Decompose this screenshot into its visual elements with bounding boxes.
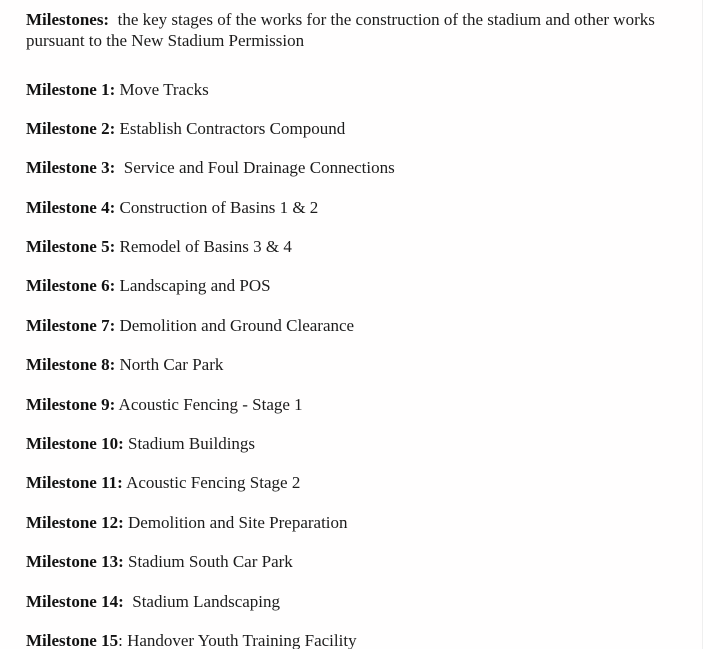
- milestone-label: Milestone 10:: [26, 434, 124, 454]
- milestone-text: Landscaping and POS: [119, 276, 271, 296]
- intro-text-line-2: pursuant to the New Stadium Permission: [26, 31, 305, 50]
- milestone-line: [26, 355, 703, 374]
- milestone-line: [26, 513, 703, 532]
- milestone-line: [26, 434, 703, 453]
- milestone-label: Milestone 9:: [26, 394, 116, 414]
- milestone-text: Move Tracks: [119, 79, 209, 99]
- milestone-line: [26, 395, 703, 414]
- milestone-text: Remodel of Basins 3 & 4: [119, 237, 292, 257]
- milestone-text: Stadium Landscaping: [132, 591, 281, 611]
- milestone-text: Acoustic Fencing Stage 2: [126, 473, 301, 493]
- milestone-label: Milestone 15: [26, 630, 119, 649]
- milestone-separator: :: [118, 630, 128, 649]
- milestone-text: Stadium Buildings: [127, 434, 256, 454]
- milestone-text: North Car Park: [119, 355, 224, 375]
- milestone-label: Milestone 4:: [26, 197, 116, 217]
- milestone-label: Milestone 14:: [26, 591, 124, 611]
- milestone-text: Stadium South Car Park: [127, 552, 293, 572]
- milestone-line: [26, 198, 703, 217]
- intro-text-line-1: the key stages of the works for the construction of the stadium and other works: [117, 10, 655, 29]
- milestone-text: Demolition and Ground Clearance: [119, 315, 355, 335]
- milestone-label: Milestone 7:: [26, 315, 116, 335]
- milestone-line: [26, 158, 703, 177]
- intro-line-2: [26, 31, 304, 50]
- milestone-label: Milestone 11:: [26, 473, 123, 493]
- milestone-text: Service and Foul Drainage Connections: [123, 158, 395, 178]
- milestone-label: Milestone 6:: [26, 276, 116, 296]
- milestone-text: Construction of Basins 1 & 2: [119, 197, 319, 217]
- milestone-line: [26, 80, 703, 99]
- milestone-label: Milestone 5:: [26, 237, 116, 257]
- milestone-label: Milestone 12:: [26, 512, 124, 532]
- milestone-label: Milestone 3:: [26, 158, 116, 178]
- milestone-label: Milestone 8:: [26, 355, 116, 375]
- intro-separator: [109, 10, 118, 29]
- milestone-text: Demolition and Site Preparation: [127, 512, 348, 532]
- intro-paragraph: [26, 9, 703, 51]
- milestone-line: [26, 473, 703, 492]
- milestone-line: [26, 316, 703, 335]
- milestone-separator: [124, 592, 133, 611]
- milestone-line: [26, 237, 703, 256]
- milestone-label: Milestone 1:: [26, 79, 116, 99]
- milestone-text: Establish Contractors Compound: [119, 118, 346, 138]
- milestone-line: [26, 631, 703, 649]
- milestone-line: [26, 552, 703, 571]
- milestone-line: [26, 592, 703, 611]
- intro-label: Milestones:: [26, 10, 110, 29]
- milestone-label: Milestone 13:: [26, 552, 124, 572]
- milestone-line: [26, 276, 703, 295]
- milestone-text: Acoustic Fencing - Stage 1: [118, 394, 303, 414]
- milestone-label: Milestone 2:: [26, 118, 116, 138]
- milestone-list: [26, 80, 703, 649]
- intro-line-1: [26, 10, 655, 29]
- milestone-text: Handover Youth Training Facility: [127, 630, 357, 649]
- milestone-separator: [115, 158, 124, 177]
- milestone-line: [26, 119, 703, 138]
